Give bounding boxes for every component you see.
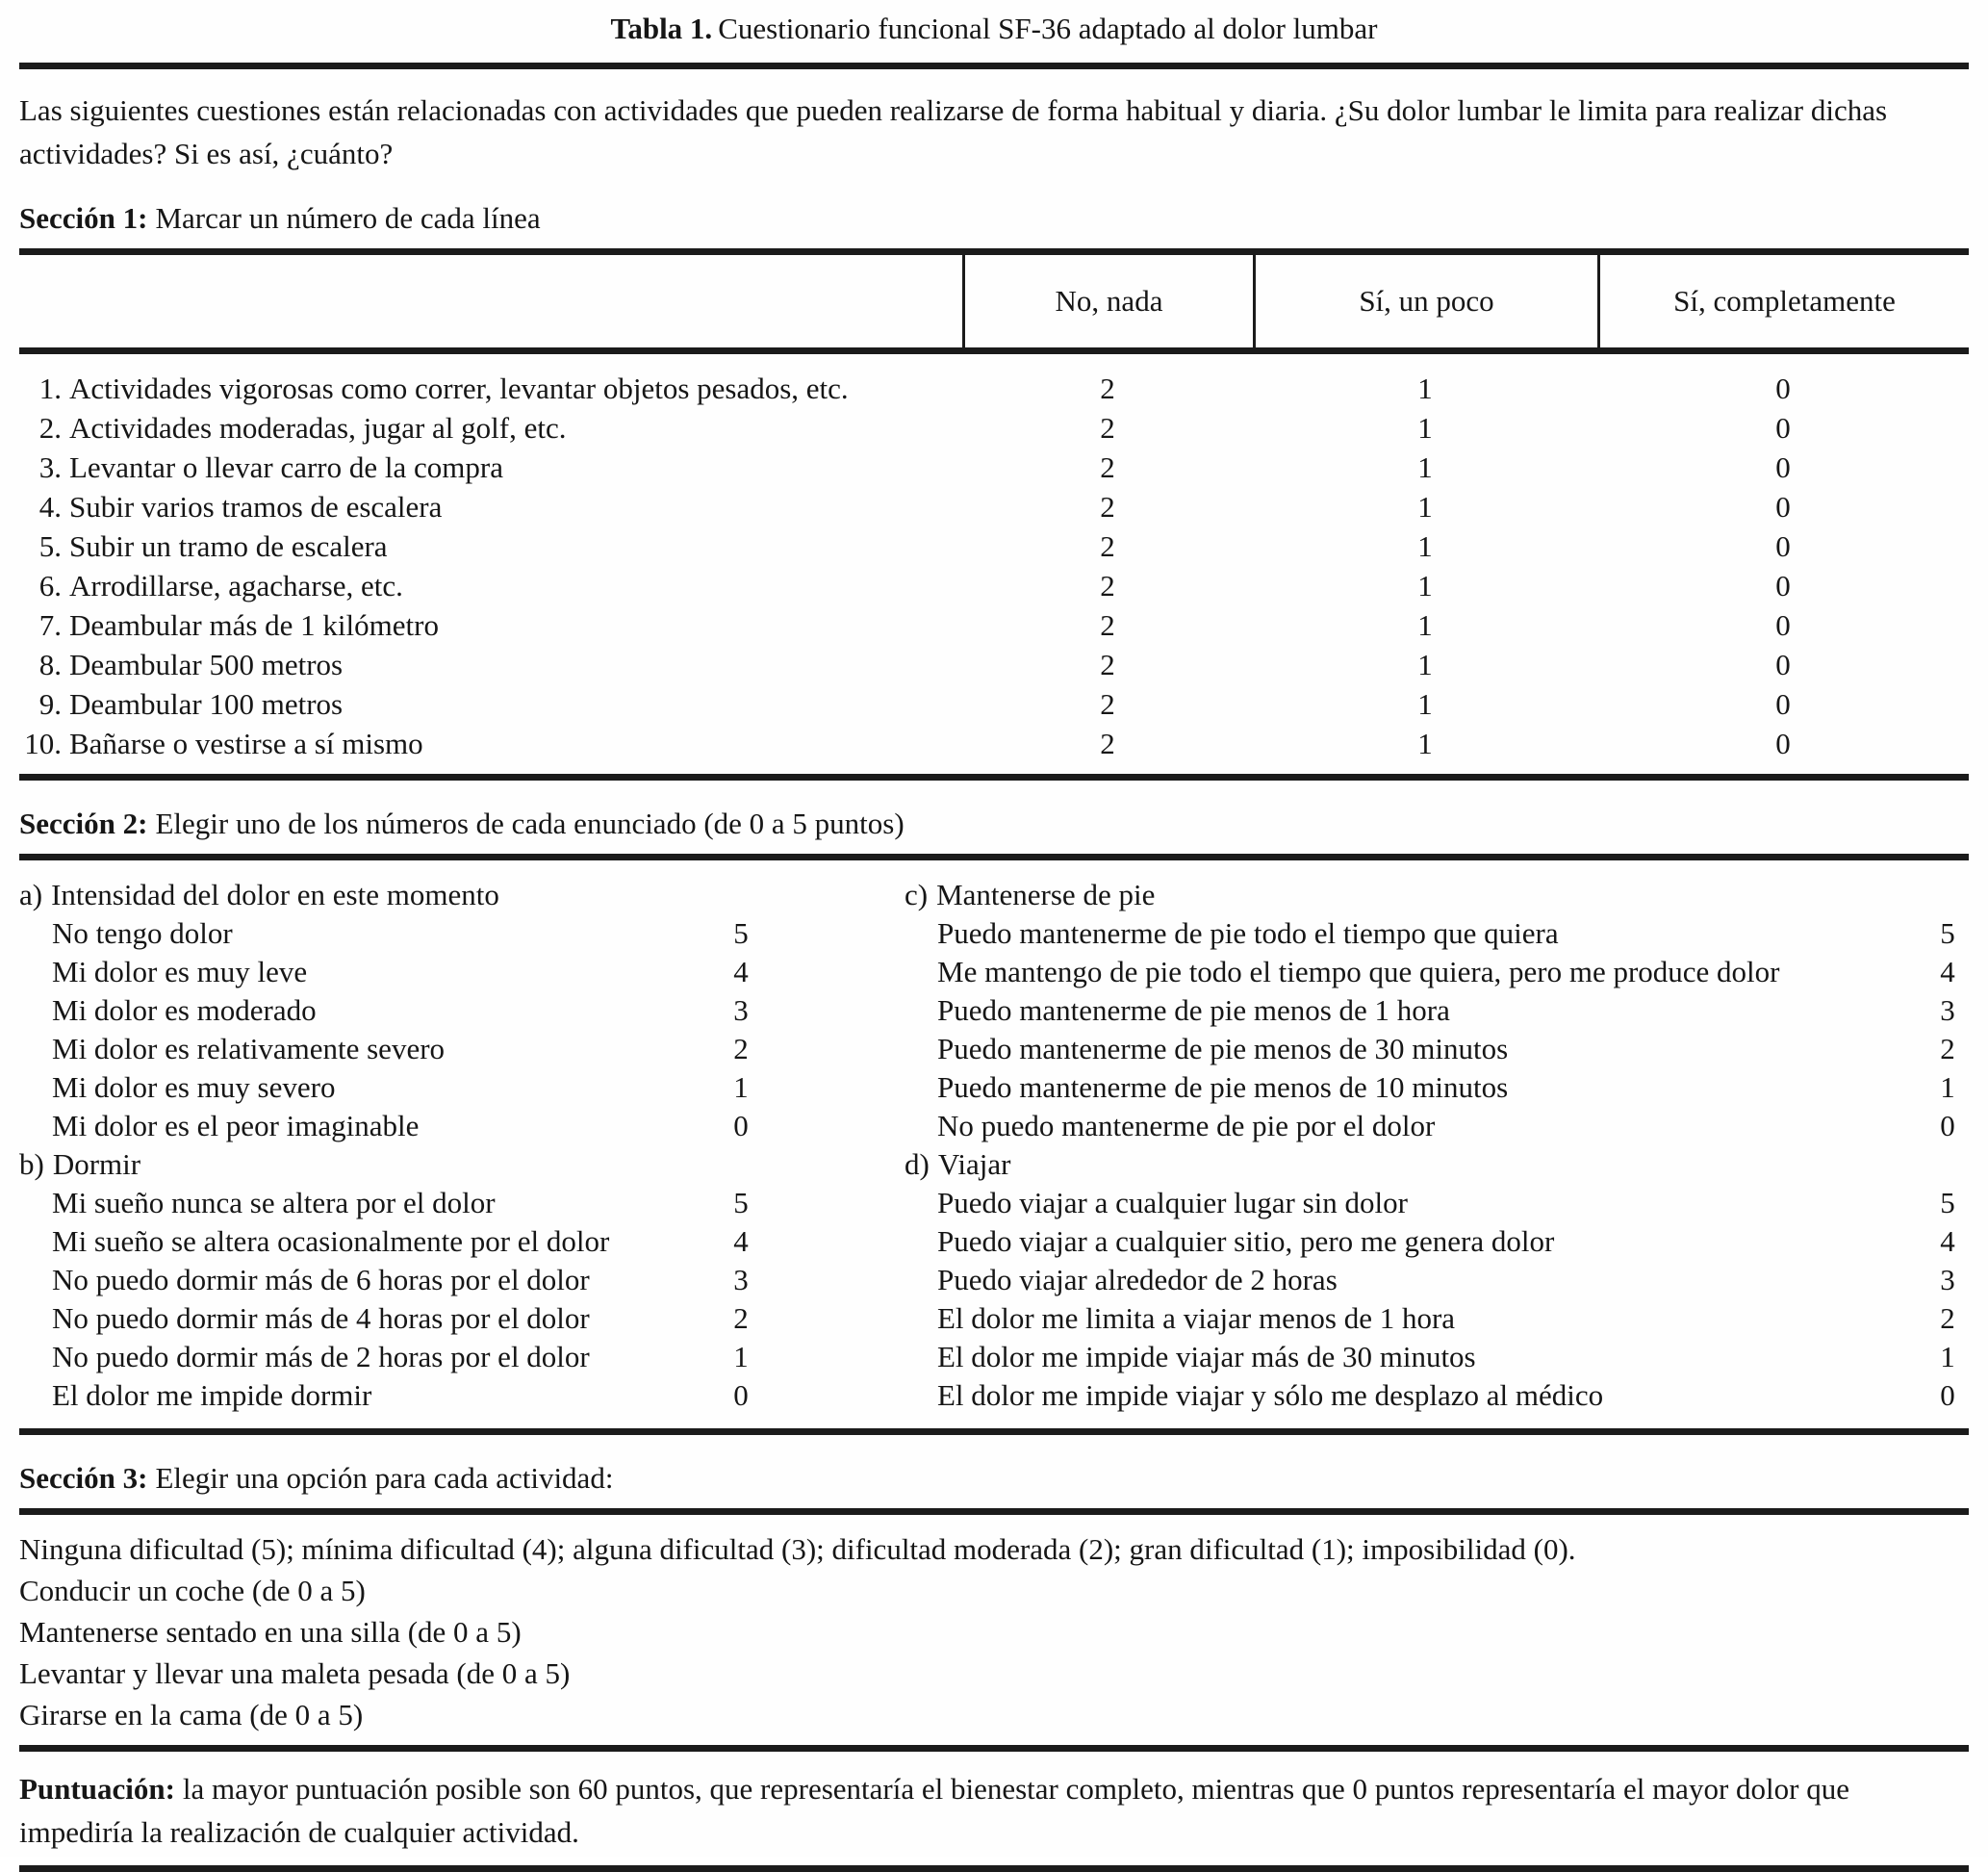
- row-label: Actividades moderadas, jugar al golf, etc.: [69, 411, 567, 446]
- row-number: 1.: [38, 372, 62, 406]
- section1-table: [19, 248, 1969, 781]
- list-item: [905, 1184, 1969, 1222]
- section2-right-column: [905, 876, 1969, 1415]
- row-value-si-un-poco: 1: [1417, 450, 1433, 485]
- item-score: 3: [733, 1263, 749, 1296]
- list-item: [19, 1068, 762, 1107]
- row-value-si-un-poco: 1: [1417, 648, 1433, 682]
- row-label: Deambular 100 metros: [69, 687, 344, 722]
- item-text: Puedo mantenerme de pie menos de 10 minutos: [937, 1070, 1509, 1104]
- row-number: 8.: [38, 648, 62, 682]
- table-row: [19, 567, 1969, 606]
- row-value-si-completamente: 0: [1775, 648, 1791, 682]
- list-item: [19, 1184, 762, 1222]
- row-value-si-un-poco: 1: [1417, 372, 1433, 406]
- list-item: [905, 1222, 1969, 1261]
- section2-columns: [19, 860, 1969, 1428]
- item-score: 0: [733, 1109, 749, 1142]
- table-title-text: Cuestionario funcional SF-36 adaptado al dolor lumbar: [718, 12, 1378, 45]
- activity-line: Levantar y llevar una maleta pesada (de 0 a 5): [19, 1656, 571, 1690]
- item-score: 5: [1940, 1186, 1955, 1219]
- scoring-label: Puntuación:: [19, 1772, 175, 1806]
- scoring-top-rule: [19, 1745, 1969, 1752]
- row-value-no-nada: 2: [1100, 372, 1115, 406]
- row-value-si-completamente: 0: [1775, 529, 1791, 564]
- item-text: Mi sueño se altera ocasionalmente por el dolor: [52, 1224, 610, 1258]
- row-value-si-completamente: 0: [1775, 490, 1791, 525]
- item-text: Mi sueño nunca se altera por el dolor: [52, 1186, 496, 1219]
- row-label: Actividades vigorosas como correr, levantar objetos pesados, etc.: [69, 372, 849, 406]
- row-number: 6.: [38, 569, 62, 603]
- row-value-si-un-poco: 1: [1417, 411, 1433, 446]
- item-score: 3: [1940, 1263, 1955, 1296]
- row-number: 4.: [38, 490, 62, 525]
- list-item: [19, 1261, 762, 1299]
- group-a-title: Intensidad del dolor en este momento: [51, 878, 499, 911]
- list-item: [905, 991, 1969, 1030]
- row-value-no-nada: 2: [1100, 411, 1115, 446]
- item-text: No puedo dormir más de 2 horas por el dolor: [52, 1340, 590, 1373]
- difficulty-scale-line: Ninguna dificultad (5); mínima dificultad (4); alguna dificultad (3); dificultad moderada (2); gran dificultad (1); imposibilidad (0).: [19, 1532, 1576, 1566]
- list-item: [19, 991, 762, 1030]
- row-value-si-un-poco: 1: [1417, 490, 1433, 525]
- group-d-title: Viajar: [937, 1147, 1011, 1181]
- row-value-si-un-poco: 1: [1417, 687, 1433, 722]
- list-item: [19, 1107, 762, 1145]
- row-value-no-nada: 2: [1100, 608, 1115, 643]
- section1-label: Sección 1:: [19, 201, 148, 235]
- list-item: [905, 914, 1969, 953]
- list-item: [19, 953, 762, 991]
- item-score: 5: [733, 1186, 749, 1219]
- list-item: [905, 1068, 1969, 1107]
- row-value-no-nada: 2: [1100, 529, 1115, 564]
- group-a-heading: [19, 876, 762, 914]
- scoring-text: la mayor puntuación posible son 60 puntos, que representaría el bienestar completo, mientras que 0 puntos representaría el mayor dolor que impediría la realización de cualquier actividad.: [19, 1772, 1849, 1849]
- list-item: [905, 1299, 1969, 1338]
- list-item: [905, 953, 1969, 991]
- row-number: 10.: [24, 727, 62, 761]
- table-row: [19, 488, 1969, 527]
- item-text: Puedo viajar a cualquier sitio, pero me genera dolor: [937, 1224, 1555, 1258]
- list-item: [905, 1376, 1969, 1415]
- table-row: [19, 725, 1969, 764]
- section2-instruction: Elegir uno de los números de cada enunciado (de 0 a 5 puntos): [155, 807, 905, 840]
- section1-instruction: Marcar un número de cada línea: [155, 201, 541, 235]
- item-score: 0: [1940, 1378, 1955, 1412]
- section2-left-column: [19, 876, 762, 1415]
- item-score: 1: [733, 1340, 749, 1373]
- item-score: 2: [1940, 1301, 1955, 1335]
- item-text: El dolor me impide viajar y sólo me desplazo al médico: [937, 1378, 1604, 1412]
- item-text: Mi dolor es moderado: [52, 993, 317, 1027]
- row-label: Subir un tramo de escalera: [69, 529, 388, 564]
- item-text: Me mantengo de pie todo el tiempo que quiera, pero me produce dolor: [937, 955, 1780, 988]
- list-item: [19, 1338, 762, 1376]
- section2-label: Sección 2:: [19, 807, 148, 840]
- row-value-si-un-poco: 1: [1417, 608, 1433, 643]
- table-row: [19, 606, 1969, 646]
- scoring-paragraph: [19, 1767, 1969, 1854]
- item-score: 2: [733, 1301, 749, 1335]
- activity-line: Conducir un coche (de 0 a 5): [19, 1574, 366, 1607]
- row-number: 9.: [38, 687, 62, 722]
- row-label: Levantar o llevar carro de la compra: [69, 450, 503, 485]
- item-score: 0: [733, 1378, 749, 1412]
- row-value-si-completamente: 0: [1775, 450, 1791, 485]
- row-label: Subir varios tramos de escalera: [69, 490, 443, 525]
- section2-top-rule: [19, 854, 1969, 860]
- item-score: 1: [1940, 1070, 1955, 1104]
- item-text: Mi dolor es muy leve: [52, 955, 308, 988]
- item-score: 4: [1940, 955, 1955, 988]
- group-c-id: c): [905, 878, 929, 911]
- row-value-si-completamente: 0: [1775, 727, 1791, 761]
- item-text: No puedo dormir más de 4 horas por el dolor: [52, 1301, 590, 1335]
- item-text: Mi dolor es relativamente severo: [52, 1032, 446, 1065]
- item-score: 3: [733, 993, 749, 1027]
- item-text: Puedo viajar alrededor de 2 horas: [937, 1263, 1338, 1296]
- row-value-si-un-poco: 1: [1417, 727, 1433, 761]
- group-c-heading: [905, 876, 1969, 914]
- column-header-si-un-poco: Sí, un poco: [1253, 255, 1597, 347]
- section1-table-bottom-rule: [19, 774, 1969, 781]
- section2-heading: [19, 806, 1969, 842]
- divider-bottom: [19, 1865, 1969, 1872]
- item-text: No tengo dolor: [52, 916, 233, 950]
- row-value-si-completamente: 0: [1775, 687, 1791, 722]
- table-row: [19, 409, 1969, 449]
- item-score: 1: [1940, 1340, 1955, 1373]
- section1-header-bottom-rule: [19, 347, 1969, 354]
- group-d-heading: [905, 1145, 1969, 1184]
- row-value-si-completamente: 0: [1775, 608, 1791, 643]
- row-value-no-nada: 2: [1100, 569, 1115, 603]
- divider-top: [19, 63, 1969, 69]
- item-score: 0: [1940, 1109, 1955, 1142]
- section2-bottom-rule: [19, 1428, 1969, 1435]
- section3-label: Sección 3:: [19, 1461, 148, 1495]
- row-value-si-completamente: 0: [1775, 372, 1791, 406]
- row-number: 2.: [38, 411, 62, 446]
- section1-heading: [19, 200, 1969, 237]
- activity-line: Mantenerse sentado en una silla (de 0 a 5): [19, 1615, 522, 1649]
- item-score: 3: [1940, 993, 1955, 1027]
- group-a-id: a): [19, 878, 43, 911]
- table-row: [19, 449, 1969, 488]
- row-value-no-nada: 2: [1100, 727, 1115, 761]
- row-label: Deambular más de 1 kilómetro: [69, 608, 439, 643]
- item-score: 5: [1940, 916, 1955, 950]
- section3-instruction: Elegir una opción para cada actividad:: [155, 1461, 614, 1495]
- row-label: Bañarse o vestirse a sí mismo: [69, 727, 423, 761]
- item-text: Puedo viajar a cualquier lugar sin dolor: [937, 1186, 1408, 1219]
- row-value-si-un-poco: 1: [1417, 529, 1433, 564]
- row-value-no-nada: 2: [1100, 687, 1115, 722]
- item-text: El dolor me impide dormir: [52, 1378, 372, 1412]
- row-number: 5.: [38, 529, 62, 564]
- list-item: [19, 914, 762, 953]
- item-score: 2: [733, 1032, 749, 1065]
- list-item: [905, 1338, 1969, 1376]
- item-text: No puedo mantenerme de pie por el dolor: [937, 1109, 1436, 1142]
- item-text: Mi dolor es muy severo: [52, 1070, 336, 1104]
- item-text: El dolor me limita a viajar menos de 1 hora: [937, 1301, 1456, 1335]
- column-header-no-nada: No, nada: [962, 255, 1253, 347]
- page-title: [19, 8, 1969, 50]
- table-row: [19, 370, 1969, 409]
- item-score: 4: [733, 1224, 749, 1258]
- group-c-title: Mantenerse de pie: [936, 878, 1156, 911]
- group-d-id: d): [905, 1147, 930, 1181]
- table-row: [19, 646, 1969, 685]
- row-value-no-nada: 2: [1100, 450, 1115, 485]
- item-text: No puedo dormir más de 6 horas por el dolor: [52, 1263, 590, 1296]
- row-value-no-nada: 2: [1100, 648, 1115, 682]
- row-value-no-nada: 2: [1100, 490, 1115, 525]
- item-text: Puedo mantenerme de pie todo el tiempo que quiera: [937, 916, 1559, 950]
- list-item: [905, 1261, 1969, 1299]
- item-score: 4: [733, 955, 749, 988]
- row-value-si-completamente: 0: [1775, 411, 1791, 446]
- row-label: Deambular 500 metros: [69, 648, 344, 682]
- list-item: [19, 1222, 762, 1261]
- item-text: El dolor me impide viajar más de 30 minutos: [937, 1340, 1476, 1373]
- row-number: 7.: [38, 608, 62, 643]
- list-item: [905, 1030, 1969, 1068]
- row-label: Arrodillarse, agacharse, etc.: [69, 569, 403, 603]
- row-value-si-completamente: 0: [1775, 569, 1791, 603]
- table-row: [19, 685, 1969, 725]
- section1-rows: [19, 354, 1969, 774]
- section1-table-top-rule: [19, 248, 1969, 255]
- section3-lines: [19, 1515, 1969, 1745]
- list-item: [19, 1030, 762, 1068]
- item-text: Mi dolor es el peor imaginable: [52, 1109, 420, 1142]
- item-score: 2: [1940, 1032, 1955, 1065]
- row-number: 3.: [38, 450, 62, 485]
- group-b-id: b): [19, 1147, 44, 1181]
- column-header-si-completamente: Sí, completamente: [1597, 255, 1969, 347]
- item-score: 4: [1940, 1224, 1955, 1258]
- activity-line: Girarse en la cama (de 0 a 5): [19, 1698, 364, 1731]
- table-row: [19, 527, 1969, 567]
- list-item: [19, 1299, 762, 1338]
- section3-heading: [19, 1460, 1969, 1497]
- item-text: Puedo mantenerme de pie menos de 30 minutos: [937, 1032, 1509, 1065]
- item-score: 5: [733, 916, 749, 950]
- section1-table-header: [19, 255, 1969, 347]
- group-b-title: Dormir: [52, 1147, 141, 1181]
- item-score: 1: [733, 1070, 749, 1104]
- section3-top-rule: [19, 1508, 1969, 1515]
- item-text: Puedo mantenerme de pie menos de 1 hora: [937, 993, 1450, 1027]
- row-value-si-un-poco: 1: [1417, 569, 1433, 603]
- list-item: [905, 1107, 1969, 1145]
- list-item: [19, 1376, 762, 1415]
- intro-text: Las siguientes cuestiones están relacionadas con actividades que pueden realizarse de forma habitual y diaria. ¿Su dolor lumbar le limita para realizar dichas actividades? Si es así, ¿cuánto?: [19, 93, 1888, 170]
- group-b-heading: [19, 1145, 762, 1184]
- table-number-label: Tabla 1.: [610, 12, 713, 45]
